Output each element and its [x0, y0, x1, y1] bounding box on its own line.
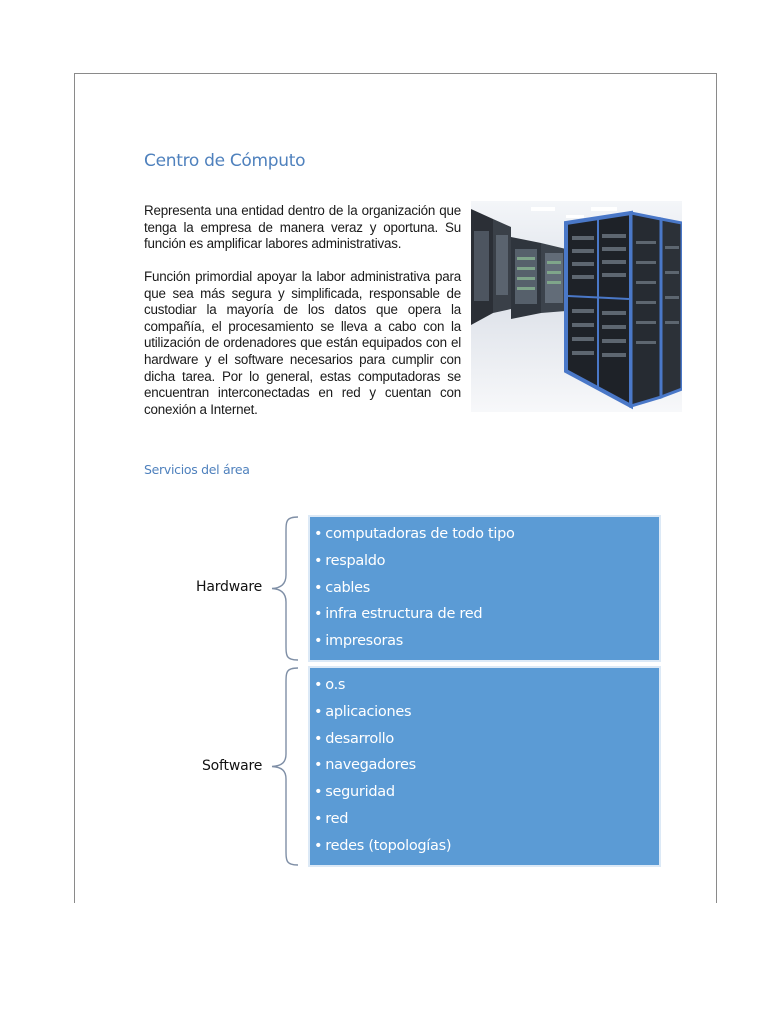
software-item: • desarrollo	[314, 726, 659, 753]
hardware-item: • computadoras de todo tipo	[314, 521, 659, 548]
software-item: • redes (topologías)	[314, 833, 659, 860]
software-item: • red	[314, 806, 659, 833]
software-item: • navegadores	[314, 752, 659, 779]
hardware-item: • cables	[314, 575, 659, 602]
hardware-item: • respaldo	[314, 548, 659, 575]
software-item: • o.s	[314, 672, 659, 699]
hardware-item: • impresoras	[314, 628, 659, 655]
data-center-photo	[471, 201, 682, 412]
hardware-brace	[268, 515, 302, 662]
software-label: Software	[202, 758, 263, 774]
hardware-item: • infra estructura de red	[314, 601, 659, 628]
software-items-box	[308, 666, 661, 867]
page-title: Centro de Cómputo	[144, 151, 306, 171]
hardware-label: Hardware	[196, 579, 262, 595]
software-item: • seguridad	[314, 779, 659, 806]
intro-paragraph: Representa una entidad dentro de la organización que tenga la empresa de manera veraz y oportuna. Su función es amplificar labores administrativas.	[144, 203, 461, 252]
hardware-items-box	[308, 515, 661, 662]
services-subtitle: Servicios del área	[144, 462, 250, 477]
function-paragraph: Función primordial apoyar la labor administrativa para que sea más segura y simplificada, responsable de custodiar la mayoría de los datos que opera la compañía, el procesamiento se lleva a cabo con la utilización de ordenadores que están equipados con el hardware y el software necesarios para cumplir con dicha tarea. Por lo general, estas computadoras se encuentran interconectadas en red y cuentan con conexión a Internet.	[144, 269, 461, 417]
software-item: • aplicaciones	[314, 699, 659, 726]
software-brace	[268, 666, 302, 867]
